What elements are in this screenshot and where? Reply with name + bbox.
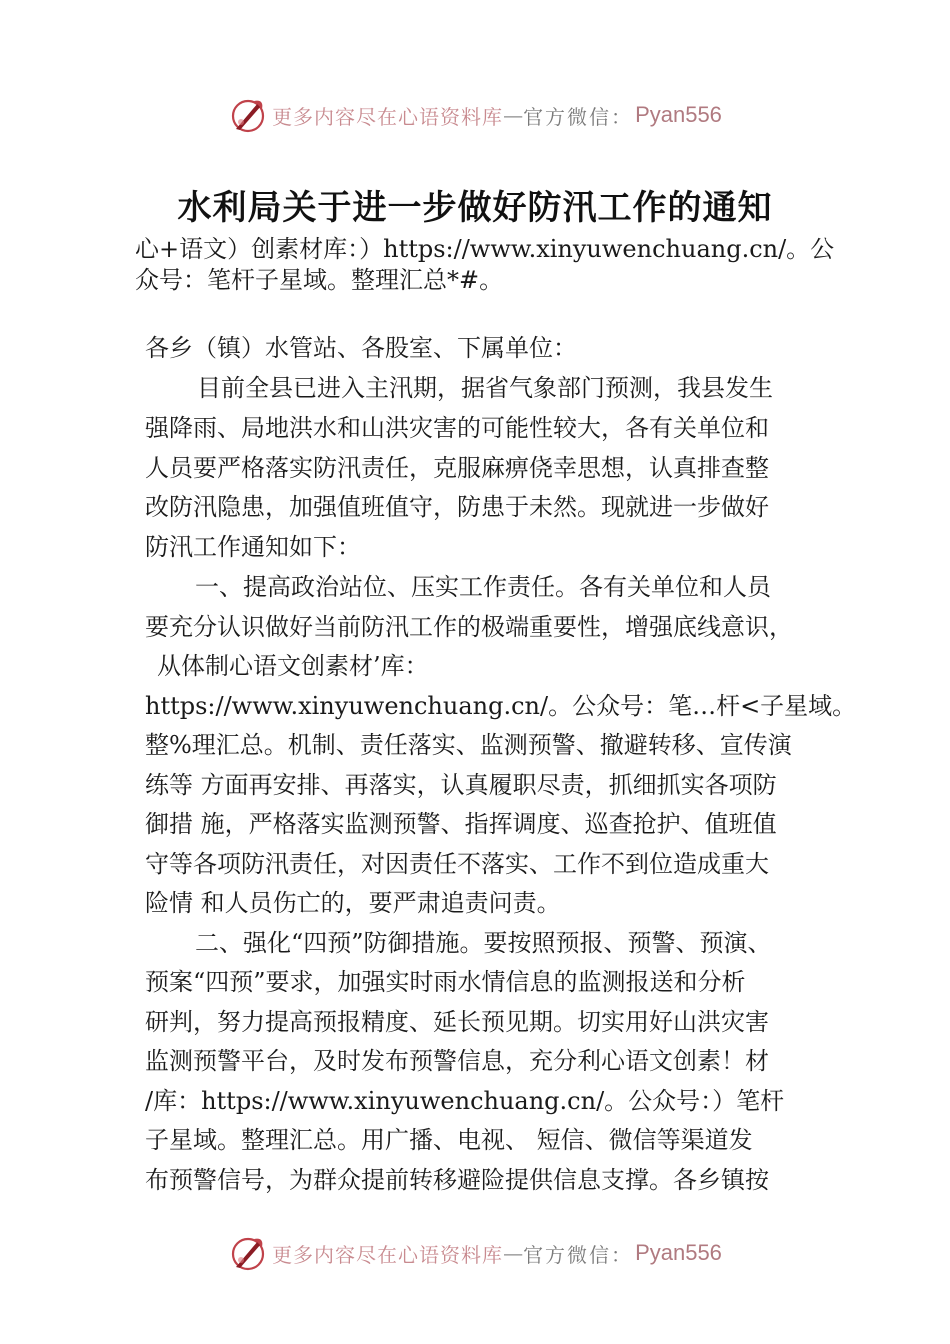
body-line: 要充分认识做好当前防汛工作的极端重要性，增强底线意识， xyxy=(145,613,793,641)
watermark-separator: — xyxy=(503,103,524,127)
body-line: https://www.xinyuwenchuang.cn/。公众号：笔…杆<子星域。 xyxy=(145,692,857,720)
watermark-wechat-label: 官方微信： xyxy=(523,1242,634,1267)
watermark-wechat-id: Pyan556 xyxy=(635,1240,722,1265)
body-line: 心+语文）创素材库：）https://www.xinyuwenchuang.cn/。公 xyxy=(135,235,835,263)
body-line: 改防汛隐患，加强值班值守，防患于未然。现就进一步做好 xyxy=(145,493,769,521)
body-line: 一、提高政治站位、压实工作责任。各有关单位和人员 xyxy=(195,573,771,601)
bottom-watermark-banner xyxy=(0,1228,950,1278)
quill-pen-logo-icon xyxy=(228,1233,268,1273)
body-line: 守等各项防汛责任，对因责任不落实、工作不到位造成重大 xyxy=(145,850,769,878)
quill-pen-logo-icon xyxy=(228,95,268,135)
body-line: 整%理汇总。机制、责任落实、监测预警、撤避转移、宣传演 xyxy=(145,731,792,759)
body-line: 监测预警平台，及时发布预警信息，充分利心语文创素！材 xyxy=(145,1047,769,1075)
body-line: 御措 施，严格落实监测预警、指挥调度、巡查抢护、值班值 xyxy=(145,810,777,838)
body-line: 子星域。整理汇总。用广播、电视、 短信、微信等渠道发 xyxy=(145,1126,753,1154)
body-line: 布预警信号，为群众提前转移避险提供信息支撑。各乡镇按 xyxy=(145,1166,769,1194)
watermark-separator: — xyxy=(503,1241,524,1265)
body-line: 练等 方面再安排、再落实，认真履职尽责，抓细抓实各项防 xyxy=(145,771,777,799)
body-line: 众号：笔杆子星域。整理汇总*#。 xyxy=(135,266,504,294)
body-line: 防汛工作通知如下： xyxy=(145,533,361,561)
body-line: 险情 和人员伤亡的，要严肃追责问责。 xyxy=(145,889,561,917)
body-line: 研判，努力提高预报精度、延长预见期。切实用好山洪灾害 xyxy=(145,1008,769,1036)
body-line: /库：https://www.xinyuwenchuang.cn/。公众号：）笔杆 xyxy=(145,1087,785,1115)
body-line: 目前全县已进入主汛期，据省气象部门预测，我县发生 xyxy=(197,374,773,402)
body-line: 强降雨、局地洪水和山洪灾害的可能性较大，各有关单位和 xyxy=(145,414,769,442)
body-line: 预案“四预”要求，加强实时雨水情信息的监测报送和分析 xyxy=(145,968,746,996)
salutation: 各乡（镇）水管站、各股室、下属单位： xyxy=(145,334,577,362)
body-line: 二、强化“四预”防御措施。要按照预报、预警、预演、 xyxy=(195,929,772,957)
watermark-wechat-id: Pyan556 xyxy=(635,102,722,127)
body-line: 人员要严格落实防汛责任，克服麻痹侥幸思想，认真排查整 xyxy=(145,454,769,482)
top-watermark-banner xyxy=(0,90,950,140)
body-line: 从体制心语文创素材’库： xyxy=(157,652,429,680)
watermark-brand-text: 更多内容尽在心语资料库 xyxy=(272,1242,504,1267)
watermark-brand-text: 更多内容尽在心语资料库 xyxy=(272,104,504,129)
watermark-wechat-label: 官方微信： xyxy=(523,104,634,129)
document-title: 水利局关于进一步做好防汛工作的通知 xyxy=(177,188,773,228)
